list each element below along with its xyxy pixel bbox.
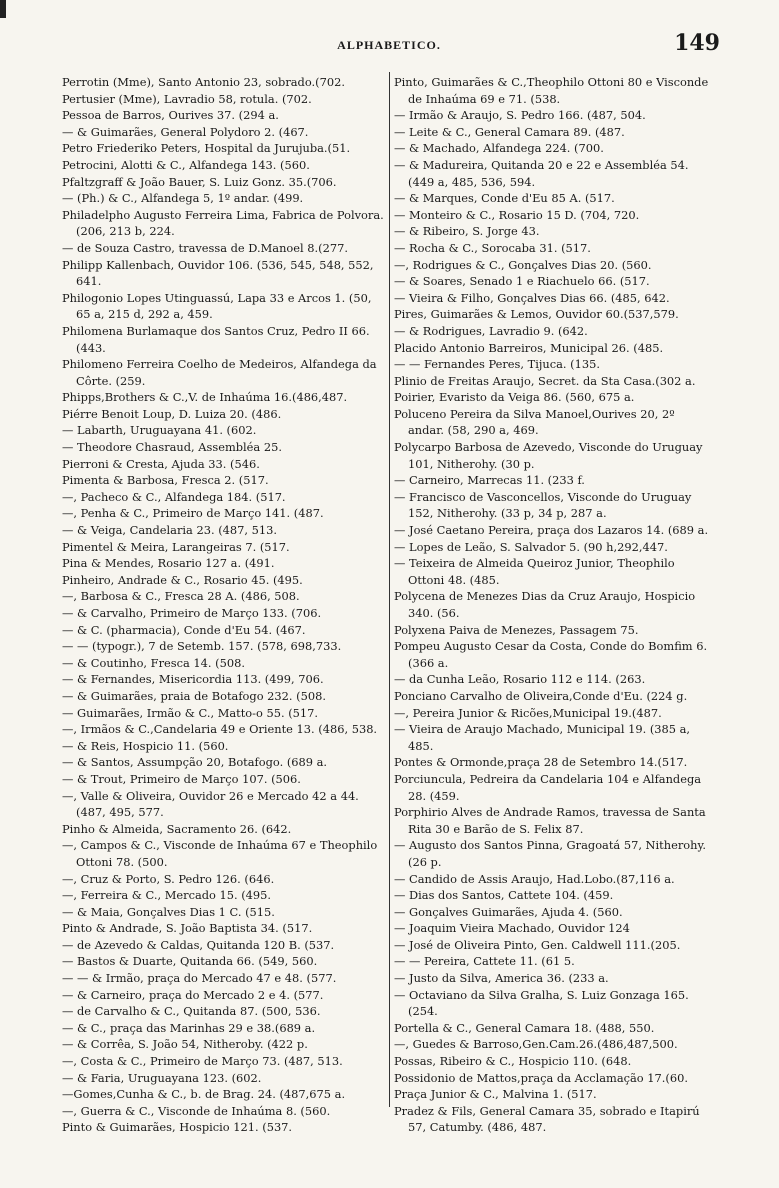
directory-entry: Poirier, Evaristo da Veiga 86. (560, 675 a. — [394, 390, 635, 405]
directory-entry: Poluceno Pereira da Silva Manoel,Ourives 20, 2º andar. (58, 290 a, 469. — [394, 406, 675, 438]
directory-entry: —, Pereira Junior & Ricões,Municipal 19.(487. — [394, 705, 662, 720]
directory-entry: — Gonçalves Guimarães, Ajuda 4. (560. — [394, 904, 623, 919]
directory-entry: Petrocini, Alotti & C., Alfandega 143. (560. — [62, 157, 310, 172]
directory-entry: — Theodore Chasraud, Assembléa 25. — [62, 440, 282, 455]
directory-entry: — & Veiga, Candelaria 23. (487, 513. — [62, 523, 277, 538]
directory-entry: — & Maia, Gonçalves Dias 1 C. (515. — [62, 904, 275, 919]
directory-entry: — & Rodrigues, Lavradio 9. (642. — [394, 323, 588, 338]
directory-entry: —, Guedes & Barroso,Gen.Cam.26.(486,487,500. — [394, 1037, 678, 1052]
directory-entry: — Dias dos Santos, Cattete 104. (459. — [394, 888, 614, 903]
page-title: ALPHABETICO. — [337, 38, 441, 52]
directory-entry: — & Ribeiro, S. Jorge 43. — [394, 224, 540, 239]
directory-entry: — Bastos & Duarte, Quitanda 66. (549, 560. — [62, 954, 318, 969]
directory-entry: Philogonio Lopes Utinguassú, Lapa 33 e Arcos 1. (50, 65 a, 215 d, 292 a, 459. — [62, 290, 372, 322]
directory-entry: — Carneiro, Marrecas 11. (233 f. — [394, 473, 585, 488]
directory-entry: —, Cruz & Porto, S. Pedro 126. (646. — [62, 871, 275, 886]
directory-entry: Petro Friederiko Peters, Hospital da Jurujuba.(51. — [62, 141, 351, 156]
directory-entry: —, Irmãos & C.,Candelaria 49 e Oriente 13. (486, 538. — [62, 722, 378, 737]
directory-entry: — de Souza Castro, travessa de D.Manoel 8.(277. — [62, 240, 348, 255]
directory-entry: — — Pereira, Cattete 11. (61 5. — [394, 954, 575, 969]
directory-entry: — Augusto dos Santos Pinna, Gragoatá 57, Nitherohy. (26 p. — [394, 838, 707, 869]
directory-entry: — José Caetano Pereira, praça dos Lazaros 14. (689 a. — [394, 523, 709, 538]
directory-entry: —, Rodrigues & C., Gonçalves Dias 20. (560. — [394, 257, 652, 272]
directory-entry: Pierroni & Cresta, Ajuda 33. (546. — [62, 456, 260, 471]
directory-entry: Polycarpo Barbosa de Azevedo, Visconde do Uruguay 101, Nitherohy. (30 p. — [394, 440, 703, 471]
directory-entry: — Octaviano da Silva Gralha, S. Luiz Gonzaga 165. (254. — [394, 987, 689, 1019]
directory-entry: — Guimarães, Irmão & C., Matto-o 55. (517. — [62, 705, 319, 720]
directory-entry: —, Pacheco & C., Alfandega 184. (517. — [62, 489, 286, 504]
directory-entry: — & Carvalho, Primeiro de Março 133. (706. — [62, 606, 322, 620]
directory-entry: — & Machado, Alfandega 224. (700. — [394, 141, 604, 156]
directory-entry: Porphirio Alves de Andrade Ramos, travessa de Santa Rita 30 e Barão de S. Felix 87. — [394, 805, 706, 836]
directory-entry: — Vieira de Araujo Machado, Municipal 19. (385 a, 485. — [394, 722, 691, 753]
directory-entry: — & C., praça das Marinhas 29 e 38.(689 a. — [62, 1020, 316, 1035]
directory-entry: — de Carvalho & C., Quitanda 87. (500, 536. — [62, 1004, 321, 1019]
directory-entry: Philipp Kallenbach, Ouvidor 106. (536, 545, 548, 552, 641. — [62, 257, 374, 289]
directory-entry: Pimentel & Meira, Larangeiras 7. (517. — [62, 539, 290, 554]
directory-entry: Piérre Benoit Loup, D. Luiza 20. (486. — [62, 406, 282, 421]
directory-entry: Pfaltzgraff & João Bauer, S. Luiz Gonz. 35.(706. — [62, 174, 337, 189]
directory-entry: —, Costa & C., Primeiro de Março 73. (487, 513. — [62, 1054, 343, 1069]
directory-entry: Pradez & Fils, General Camara 35, sobrado e Itapirú 57, Catumby. (486, 487. — [394, 1103, 700, 1135]
directory-entry: — & Guimarães, General Polydoro 2. (467. — [62, 124, 309, 139]
directory-entry: Pinto & Guimarães, Hospicio 121. (537. — [62, 1120, 293, 1135]
directory-entry: Pimenta & Barbosa, Fresca 2. (517. — [62, 473, 269, 488]
page-number: 149 — [674, 30, 720, 56]
directory-entry: Plinio de Freitas Araujo, Secret. da Sta Casa.(302 a. — [394, 373, 696, 388]
right-column — [394, 74, 714, 1136]
directory-entry: Philomeno Ferreira Coelho de Medeiros, Alfandega da Côrte. (259. — [62, 357, 377, 388]
directory-entry: Pessoa de Barros, Ourives 37. (294 a. — [62, 108, 279, 123]
directory-entry: — & Soares, Senado 1 e Riachuelo 66. (517. — [394, 274, 650, 289]
directory-entry: —, Guerra & C., Visconde de Inhaúma 8. (560. — [62, 1103, 331, 1118]
directory-entry: — & Corrêa, S. João 54, Nitheroby. (422 p. — [62, 1037, 308, 1052]
directory-entry: Philadelpho Augusto Ferreira Lima, Fabrica de Polvora. (206, 213 b, 224. — [62, 207, 384, 239]
directory-entry: Pires, Guimarães & Lemos, Ouvidor 60.(537,579. — [394, 307, 679, 322]
directory-entry: — Leite & C., General Camara 89. (487. — [394, 124, 625, 139]
directory-entry: — de Azevedo & Caldas, Quitanda 120 B. (537. — [62, 937, 335, 952]
directory-entry: Polycena de Menezes Dias da Cruz Araujo, Hospicio 340. (56. — [394, 589, 696, 620]
directory-entry: Pinho & Almeida, Sacramento 26. (642. — [62, 821, 292, 836]
directory-entry: Pompeu Augusto Cesar da Costa, Conde do Bomfim 6. (366 a. — [394, 639, 708, 670]
directory-entry: — (Ph.) & C., Alfandega 5, 1º andar. (499. — [62, 191, 304, 206]
directory-entry: Pontes & Ormonde,praça 28 de Setembro 14.(517. — [394, 755, 688, 770]
directory-entry: Polyxena Paiva de Menezes, Passagem 75. — [394, 622, 639, 637]
directory-entry: — — & Irmão, praça do Mercado 47 e 48. (577. — [62, 971, 337, 986]
column-divider — [389, 72, 390, 1107]
directory-entry: — & Madureira, Quitanda 20 e 22 e Assembléa 54. (449 a, 485, 536, 594. — [394, 157, 689, 189]
directory-entry: Porciuncula, Pedreira da Candelaria 104 e Alfandega 28. (459. — [394, 771, 702, 803]
directory-entry: — Justo da Silva, America 36. (233 a. — [394, 971, 609, 986]
directory-entry: Praça Junior & C., Malvina 1. (517. — [394, 1087, 597, 1102]
directory-entry: — & Trout, Primeiro de Março 107. (506. — [62, 771, 301, 786]
directory-entry: — Rocha & C., Sorocaba 31. (517. — [394, 240, 591, 255]
directory-entry: —Gomes,Cunha & C., b. de Brag. 24. (487,675 a. — [62, 1087, 346, 1102]
directory-entry: — Francisco de Vasconcellos, Visconde do Uruguay 152, Nitherohy. (33 p, 34 p, 287 a. — [394, 489, 692, 521]
page-header — [58, 30, 720, 58]
margin-mark — [0, 0, 6, 18]
directory-entry: —, Valle & Oliveira, Ouvidor 26 e Mercado 42 a 44. (487, 495, 577. — [62, 788, 359, 820]
directory-entry: — Labarth, Uruguayana 41. (602. — [62, 423, 257, 438]
directory-entry: — Irmão & Araujo, S. Pedro 166. (487, 504. — [394, 108, 646, 123]
directory-entry: — & Guimarães, praia de Botafogo 232. (508. — [62, 688, 326, 703]
directory-entry: Ponciano Carvalho de Oliveira,Conde d'Eu. (224 g. — [394, 688, 688, 703]
directory-entry: — da Cunha Leão, Rosario 112 e 114. (263. — [394, 672, 646, 687]
directory-entry: — & Carneiro, praça do Mercado 2 e 4. (577. — [62, 987, 324, 1002]
left-column — [62, 74, 387, 1136]
directory-entry: Possas, Ribeiro & C., Hospicio 110. (648. — [394, 1054, 632, 1069]
directory-entry: — Teixeira de Almeida Queiroz Junior, Theophilo Ottoni 48. (485. — [394, 556, 675, 587]
directory-entry: Phipps,Brothers & C.,V. de Inhaúma 16.(486,487. — [62, 390, 348, 405]
directory-entry: Perrotin (Mme), Santo Antonio 23, sobrado.(702. — [62, 75, 345, 89]
directory-entry: — José de Oliveira Pinto, Gen. Caldwell 111.(205. — [394, 937, 681, 952]
directory-entry: Pinto, Guimarães & C.,Theophilo Ottoni 80 e Visconde de Inhaúma 69 e 71. (538. — [394, 75, 709, 106]
directory-entry: — & Reis, Hospicio 11. (560. — [62, 738, 229, 753]
directory-entry: — & Marques, Conde d'Eu 85 A. (517. — [394, 191, 615, 206]
directory-entry: — & Faria, Uruguayana 123. (602. — [62, 1070, 262, 1085]
directory-entry: — — (typogr.), 7 de Setemb. 157. (578, 698,733. — [62, 639, 342, 654]
directory-entry: — & C. (pharmacia), Conde d'Eu 54. (467. — [62, 622, 306, 637]
directory-entry: —, Campos & C., Visconde de Inhaúma 67 e Theophilo Ottoni 78. (500. — [62, 838, 378, 869]
directory-entry: — — Fernandes Peres, Tijuca. (135. — [394, 357, 600, 372]
directory-entry: — Monteiro & C., Rosario 15 D. (704, 720. — [394, 207, 640, 222]
directory-entry: — & Santos, Assumpção 20, Botafogo. (689 a. — [62, 755, 328, 770]
directory-entry: — Vieira & Filho, Gonçalves Dias 66. (485, 642. — [394, 290, 670, 305]
directory-entry: — & Fernandes, Misericordia 113. (499, 706. — [62, 672, 324, 687]
directory-entry: Pertusier (Mme), Lavradio 58, rotula. (702. — [62, 91, 312, 106]
directory-entry: —, Ferreira & C., Mercado 15. (495. — [62, 888, 272, 903]
directory-entry: — Lopes de Leão, S. Salvador 5. (90 h,292,447. — [394, 539, 668, 554]
directory-entry: Placido Antonio Barreiros, Municipal 26. (485. — [394, 340, 664, 355]
directory-entry: — Candido de Assis Araujo, Had.Lobo.(87,116 a. — [394, 871, 675, 886]
directory-entry: Pinto & Andrade, S. João Baptista 34. (517. — [62, 921, 313, 936]
directory-entry: —, Penha & C., Primeiro de Março 141. (487. — [62, 506, 324, 521]
directory-entry: — & Coutinho, Fresca 14. (508. — [62, 655, 245, 670]
directory-entry: Pina & Mendes, Rosario 127 a. (491. — [62, 556, 275, 571]
directory-entry: Possidonio de Mattos,praça da Acclamação 17.(60. — [394, 1070, 688, 1085]
directory-entry: — Joaquim Vieira Machado, Ouvidor 124 — [394, 921, 630, 936]
directory-entry: —, Barbosa & C., Fresca 28 A. (486, 508. — [62, 589, 300, 604]
directory-entry: Philomena Burlamaque dos Santos Cruz, Pedro II 66. (443. — [62, 323, 370, 355]
directory-entry: Pinheiro, Andrade & C., Rosario 45. (495. — [62, 572, 303, 587]
directory-entry: Portella & C., General Camara 18. (488, 550. — [394, 1020, 655, 1035]
